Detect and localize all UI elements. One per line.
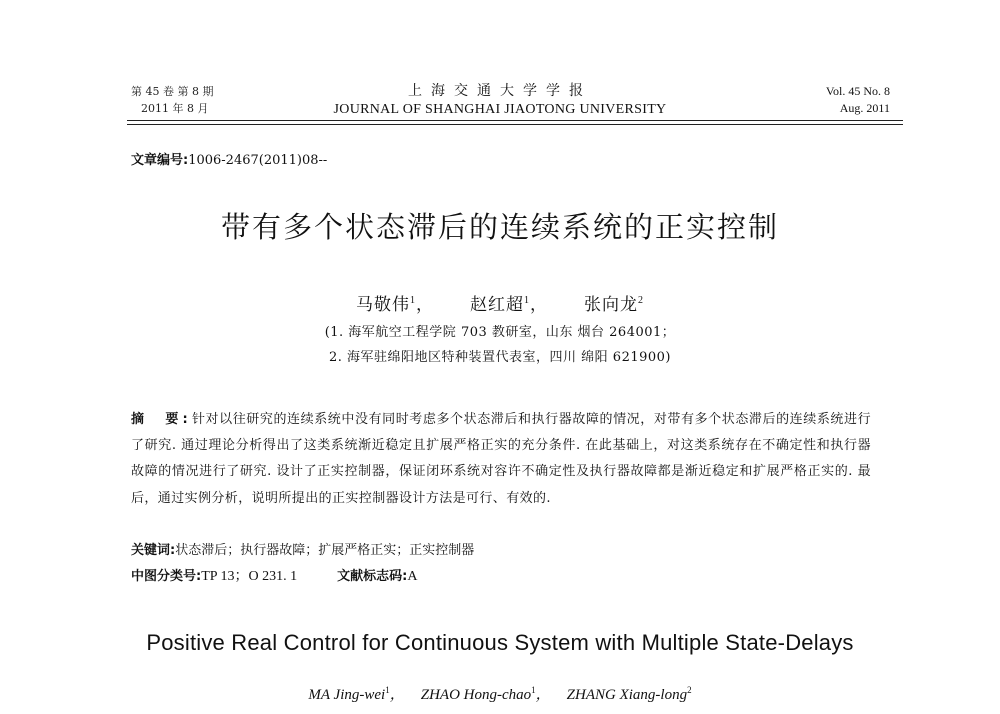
abstract-label: 摘 要: — [131, 412, 192, 427]
header-rule-bottom — [127, 124, 903, 125]
author-cn: 张向龙$^2$ — [584, 295, 644, 315]
paper-title-en: Positive Real Control for Continuous System with Multiple State-Delays — [146, 630, 854, 655]
author-en: MA Jing-wei$^1$， — [308, 685, 405, 703]
volume-info — [826, 83, 890, 117]
article-number-label: 文章编号: — [131, 153, 189, 168]
abstract — [131, 407, 871, 512]
doc-code-label: 文献标志码: — [337, 569, 408, 584]
authors-cn — [0, 290, 1000, 315]
keywords — [131, 540, 474, 562]
journal-name-en: JOURNAL OF SHANGHAI JIAOTONG UNIVERSITY — [333, 102, 667, 117]
clc-value: TP 13；O 231. 1 — [201, 569, 298, 584]
header-rule-top — [127, 120, 903, 121]
doc-code-value: A — [407, 569, 418, 584]
author-en: ZHANG Xiang-long$^2$ — [566, 685, 692, 703]
volume-date: Aug. 2011 — [839, 101, 890, 115]
author-en: ZHAO Hong-chao$^1$， — [420, 685, 551, 703]
classification — [131, 566, 417, 588]
affiliation-line: 2. 海军驻绵阳地区特种装置代表室，四川 绵阳 621900) — [329, 350, 671, 365]
journal-masthead — [300, 81, 700, 119]
abstract-text: 针对以往研究的连续系统中没有同时考虑多个状态滞后和执行器故障的情况，对带有多个状态滞后的连续系统进行了研究. 通过理论分析得出了这类系统渐近稳定且扩展严格正实的充分条件. 在此基础上，对这类系统存在不确定性和执行器故障的情况进行了研究. 设计了正实控制器，保证闭环系统对容许不确定性及执行器故障都是渐近稳定和扩展严格正实的. 最后，通过实例分析，说明所提出的正实控制器设计方法是可行、有效的. — [131, 412, 871, 506]
issue-date: 2011 年 8 月 — [141, 102, 209, 115]
keywords-text: 状态滞后；执行器故障；扩展严格正实；正实控制器 — [175, 543, 475, 558]
article-number — [131, 149, 327, 168]
author-cn: 马敬伟$^1$， — [356, 295, 434, 315]
journal-name-cn: 上海交通大学学报 — [408, 83, 592, 99]
keywords-label: 关键词: — [131, 543, 176, 558]
article-number-value: 1006-2467(2011)08-- — [188, 153, 328, 168]
author-cn: 赵红超$^1$， — [470, 295, 548, 315]
volume-number: Vol. 45 No. 8 — [825, 84, 890, 98]
issue-number: 第 45 卷 第 8 期 — [131, 85, 214, 98]
paper-title-cn: 带有多个状态滞后的连续系统的正实控制 — [220, 210, 779, 244]
affiliation-line: (1. 海军航空工程学院 703 教研室，山东 烟台 264001； — [324, 325, 676, 340]
affiliations — [0, 320, 1000, 370]
authors-en — [0, 683, 1000, 704]
clc-label: 中图分类号: — [131, 569, 202, 584]
issue-info — [131, 83, 213, 117]
